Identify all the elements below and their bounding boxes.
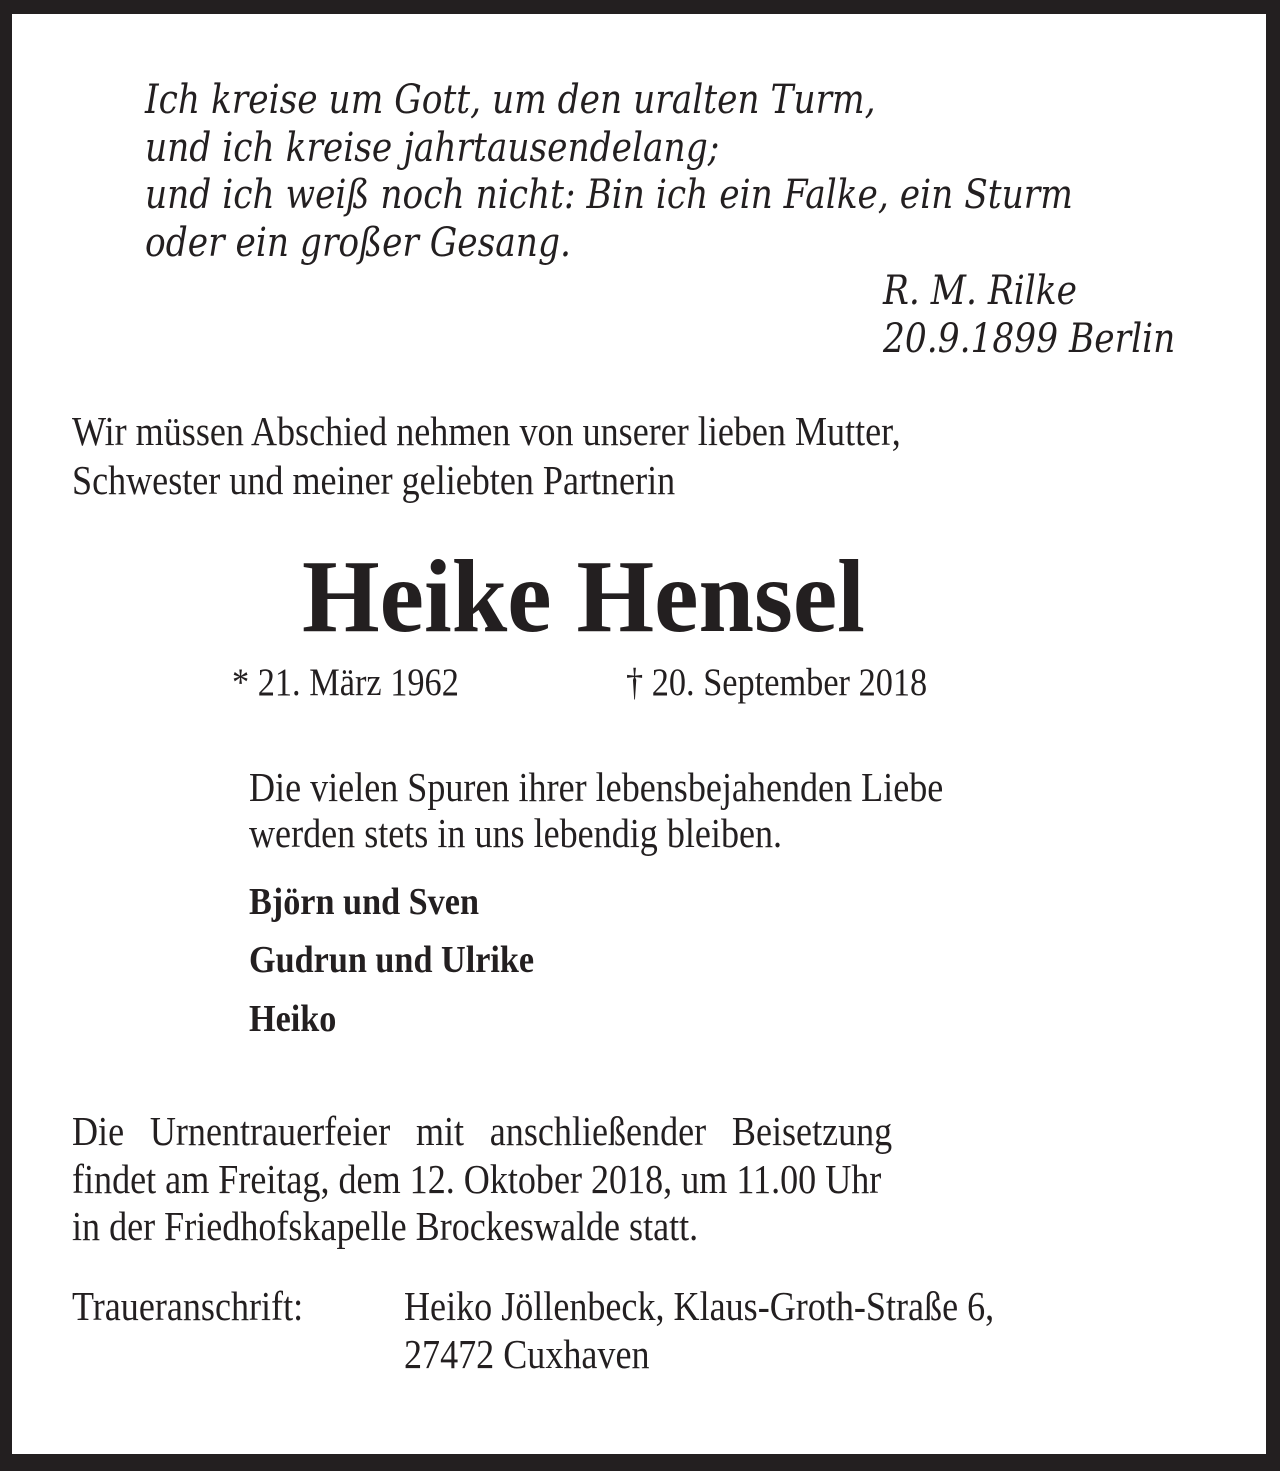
mourner-name: Gudrun und Ulrike [249, 939, 535, 981]
birth-date: * 21. März 1962 [232, 661, 459, 704]
address-line: Heiko Jöllenbeck, Klaus-Groth-Straße 6, [404, 1283, 995, 1329]
poem-line: Ich kreise um Gott, um den uralten Turm, [145, 77, 876, 123]
mourner-name: Björn und Sven [249, 881, 479, 923]
poem-line: oder ein großer Gesang. [145, 220, 571, 266]
quote-line: werden stets in uns lebendig bleiben. [249, 810, 783, 856]
address-label: Traueranschrift: [72, 1283, 304, 1329]
ceremony-line: in der Friedhofskapelle Brockeswalde statt. [72, 1203, 699, 1249]
intro-line: Wir müssen Abschied nehmen von unserer lieben Mutter, [72, 408, 901, 454]
mourner-name: Heiko [249, 998, 337, 1040]
poem-line: und ich kreise jahrtausendelang; [145, 125, 720, 171]
address-line: 27472 Cuxhaven [404, 1331, 650, 1377]
poem-author: R. M. Rilke [883, 268, 1077, 314]
quote-line: Die vielen Spuren ihrer lebensbejahenden Liebe [249, 764, 944, 810]
death-date: † 20. September 2018 [626, 661, 928, 704]
poem-line: und ich weiß noch nicht: Bin ich ein Falke, ein Sturm [145, 172, 1073, 218]
ceremony-line: Die Urnentrauerfeier mit anschließender Beisetzung [72, 1108, 893, 1154]
deceased-name: Heike Hensel [302, 539, 865, 654]
poem-date-place: 20.9.1899 Berlin [883, 316, 1176, 362]
ceremony-line: findet am Freitag, dem 12. Oktober 2018, um 11.00 Uhr [72, 1156, 882, 1202]
intro-line: Schwester und meiner geliebten Partnerin [72, 457, 676, 503]
